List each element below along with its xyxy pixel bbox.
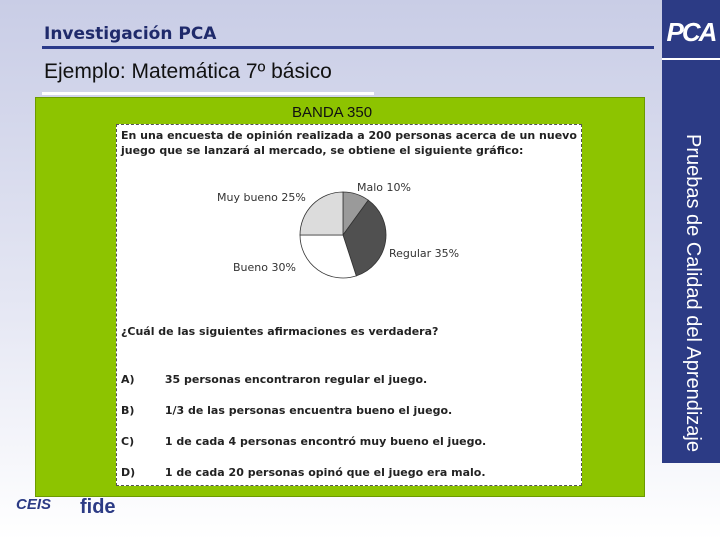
question-intro: En una encuesta de opinión realizada a 200 personas acerca de un nuevo juego que se lanzará al mercado, se obtiene el siguiente gráfico: (121, 129, 577, 157)
fide-logo: fide (80, 496, 116, 518)
option-d[interactable] (121, 466, 486, 479)
option-a-text: 35 personas encontraron regular el juego. (164, 373, 428, 386)
pca-logo: PCA (666, 16, 716, 47)
vertical-title: Pruebas de Calidad del Aprendizaje (682, 134, 704, 452)
pie-chart (117, 125, 581, 325)
option-d-text: 1 de cada 20 personas opinó que el juego era malo. (164, 466, 486, 479)
subtitle-rule (42, 92, 374, 95)
option-c[interactable] (121, 435, 486, 448)
option-b-text: 1/3 de las personas encuentra bueno el juego. (164, 404, 453, 417)
pie-label-3: Muy bueno 25% (217, 191, 306, 204)
pie-label-0: Malo 10% (357, 181, 411, 194)
option-c-text: 1 de cada 4 personas encontró muy bueno el juego. (164, 435, 487, 448)
ceis-logo: CEIS (16, 496, 52, 513)
header-rule (42, 46, 654, 49)
option-b[interactable] (121, 404, 452, 417)
footer-logos (10, 486, 150, 526)
question-card (116, 124, 582, 486)
option-c-letter: C) (121, 435, 135, 448)
option-b-letter: B) (121, 404, 135, 417)
option-a-letter: A) (121, 373, 135, 386)
pie-label-1: Regular 35% (389, 247, 460, 260)
option-a[interactable] (121, 373, 427, 386)
question-text: ¿Cuál de las siguientes afirmaciones es verdadera? (121, 325, 439, 338)
band-label: BANDA 350 (292, 104, 373, 121)
option-d-letter: D) (121, 466, 136, 479)
pie-slice-3 (300, 192, 343, 235)
slide-subtitle: Ejemplo: Matemática 7º básico (44, 60, 332, 83)
panel-divider (662, 58, 720, 60)
pie-label-2: Bueno 30% (233, 261, 296, 274)
header-title: Investigación PCA (44, 24, 217, 44)
